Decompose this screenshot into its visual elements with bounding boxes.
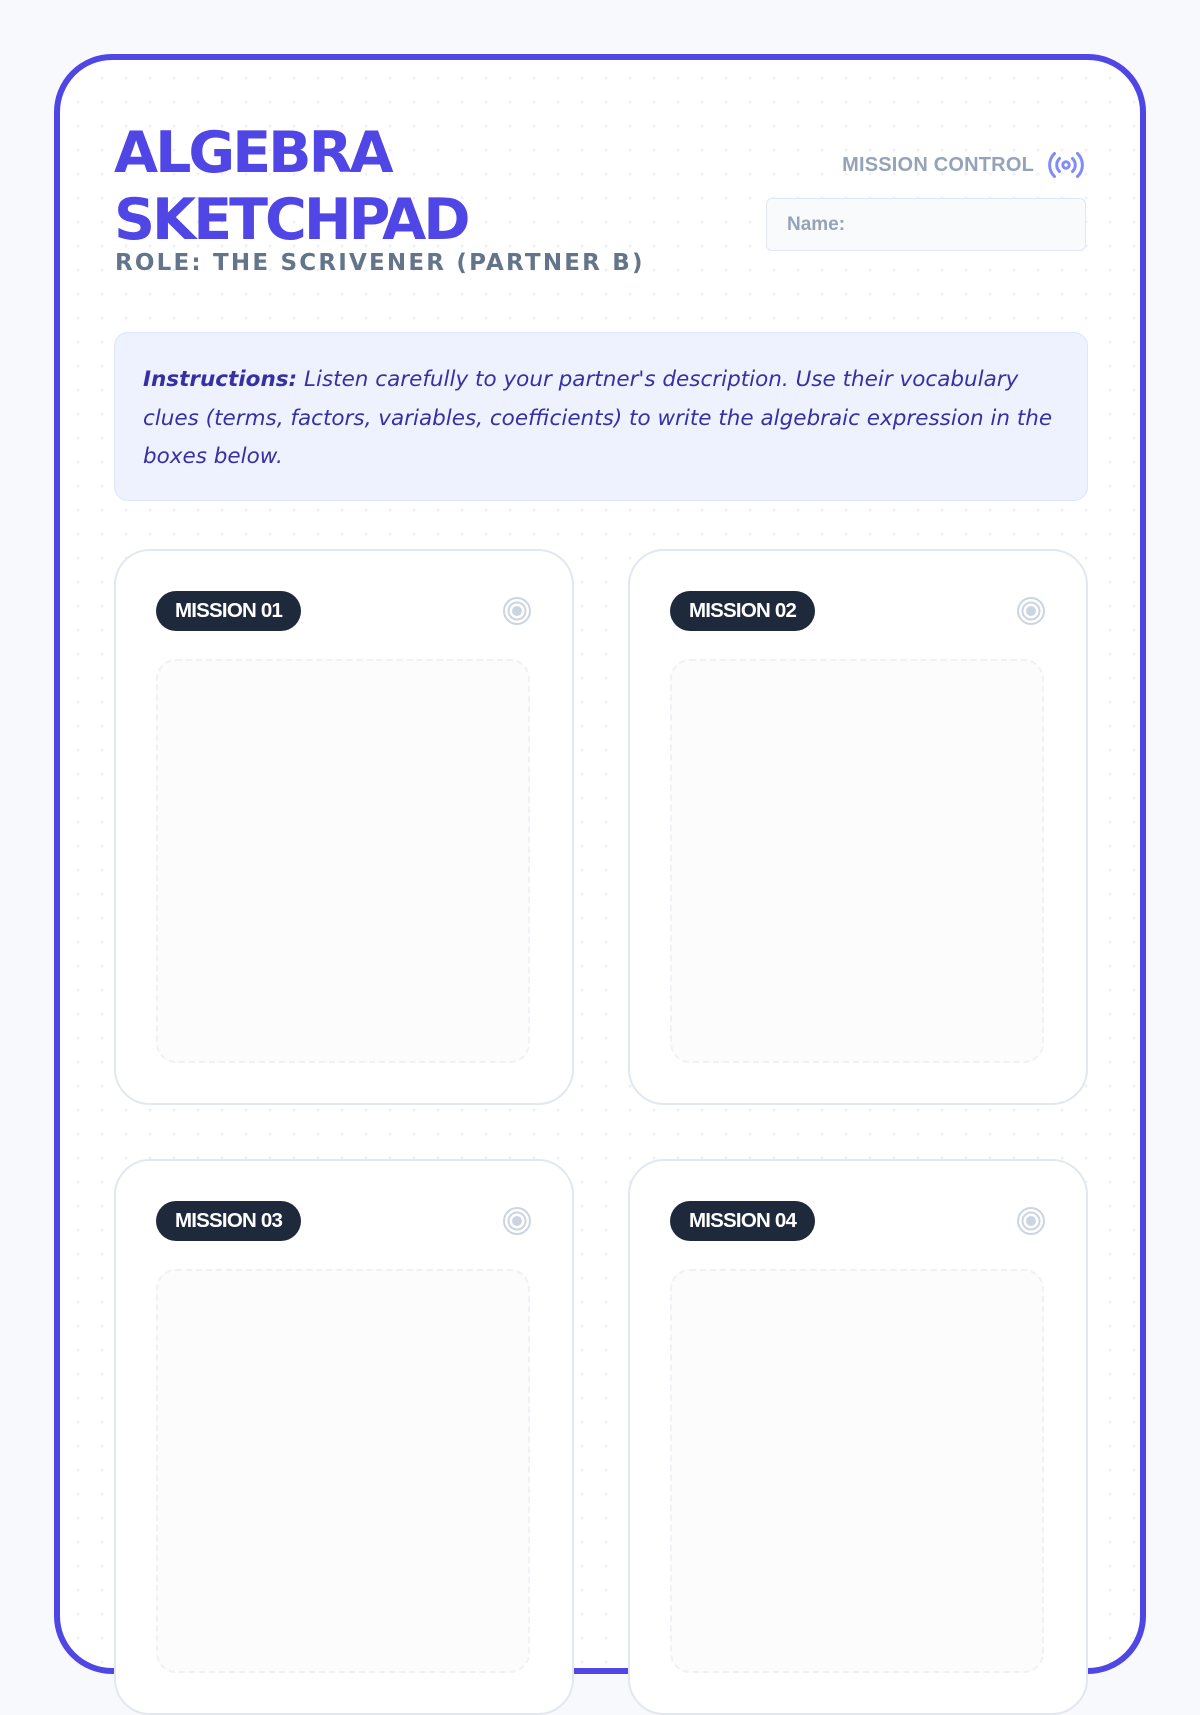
answer-box-04[interactable]: [670, 1269, 1044, 1673]
mission-control-label: MISSION CONTROL: [842, 153, 1034, 176]
target-icon: [502, 1206, 532, 1236]
target-icon: [1016, 1206, 1046, 1236]
target-icon: [502, 596, 532, 626]
worksheet: [54, 54, 1146, 1674]
target-icon: [1016, 596, 1046, 626]
instructions-label: Instructions:: [143, 367, 298, 392]
instructions-text: Listen carefully to your partner's description. Use their vocabulary clues (terms, factors, variables, coefficients) to write the algebraic expression in the boxes below.: [143, 367, 1053, 469]
mission-control: [842, 150, 1086, 180]
mission-badge-04: MISSION 04: [670, 1201, 815, 1241]
mission-card-03: [114, 1159, 574, 1715]
answer-box-01[interactable]: [156, 659, 530, 1063]
name-field[interactable]: [766, 198, 1086, 251]
broadcast-icon: [1046, 150, 1086, 180]
mission-badge-02: MISSION 02: [670, 591, 815, 631]
name-label: Name:: [787, 213, 846, 235]
mission-card-04: [628, 1159, 1088, 1715]
instructions-box: [114, 332, 1088, 501]
title-line-2: SKETCHPAD: [114, 187, 468, 253]
answer-box-03[interactable]: [156, 1269, 530, 1673]
mission-badge-01: MISSION 01: [156, 591, 301, 631]
answer-box-02[interactable]: [670, 659, 1044, 1063]
title-line-1: ALGEBRA: [114, 120, 391, 186]
page-title: [114, 120, 468, 254]
mission-card-02: [628, 549, 1088, 1105]
mission-card-01: [114, 549, 574, 1105]
mission-badge-03: MISSION 03: [156, 1201, 301, 1241]
role-subtitle: ROLE: THE SCRIVENER (PARTNER B): [115, 250, 645, 276]
